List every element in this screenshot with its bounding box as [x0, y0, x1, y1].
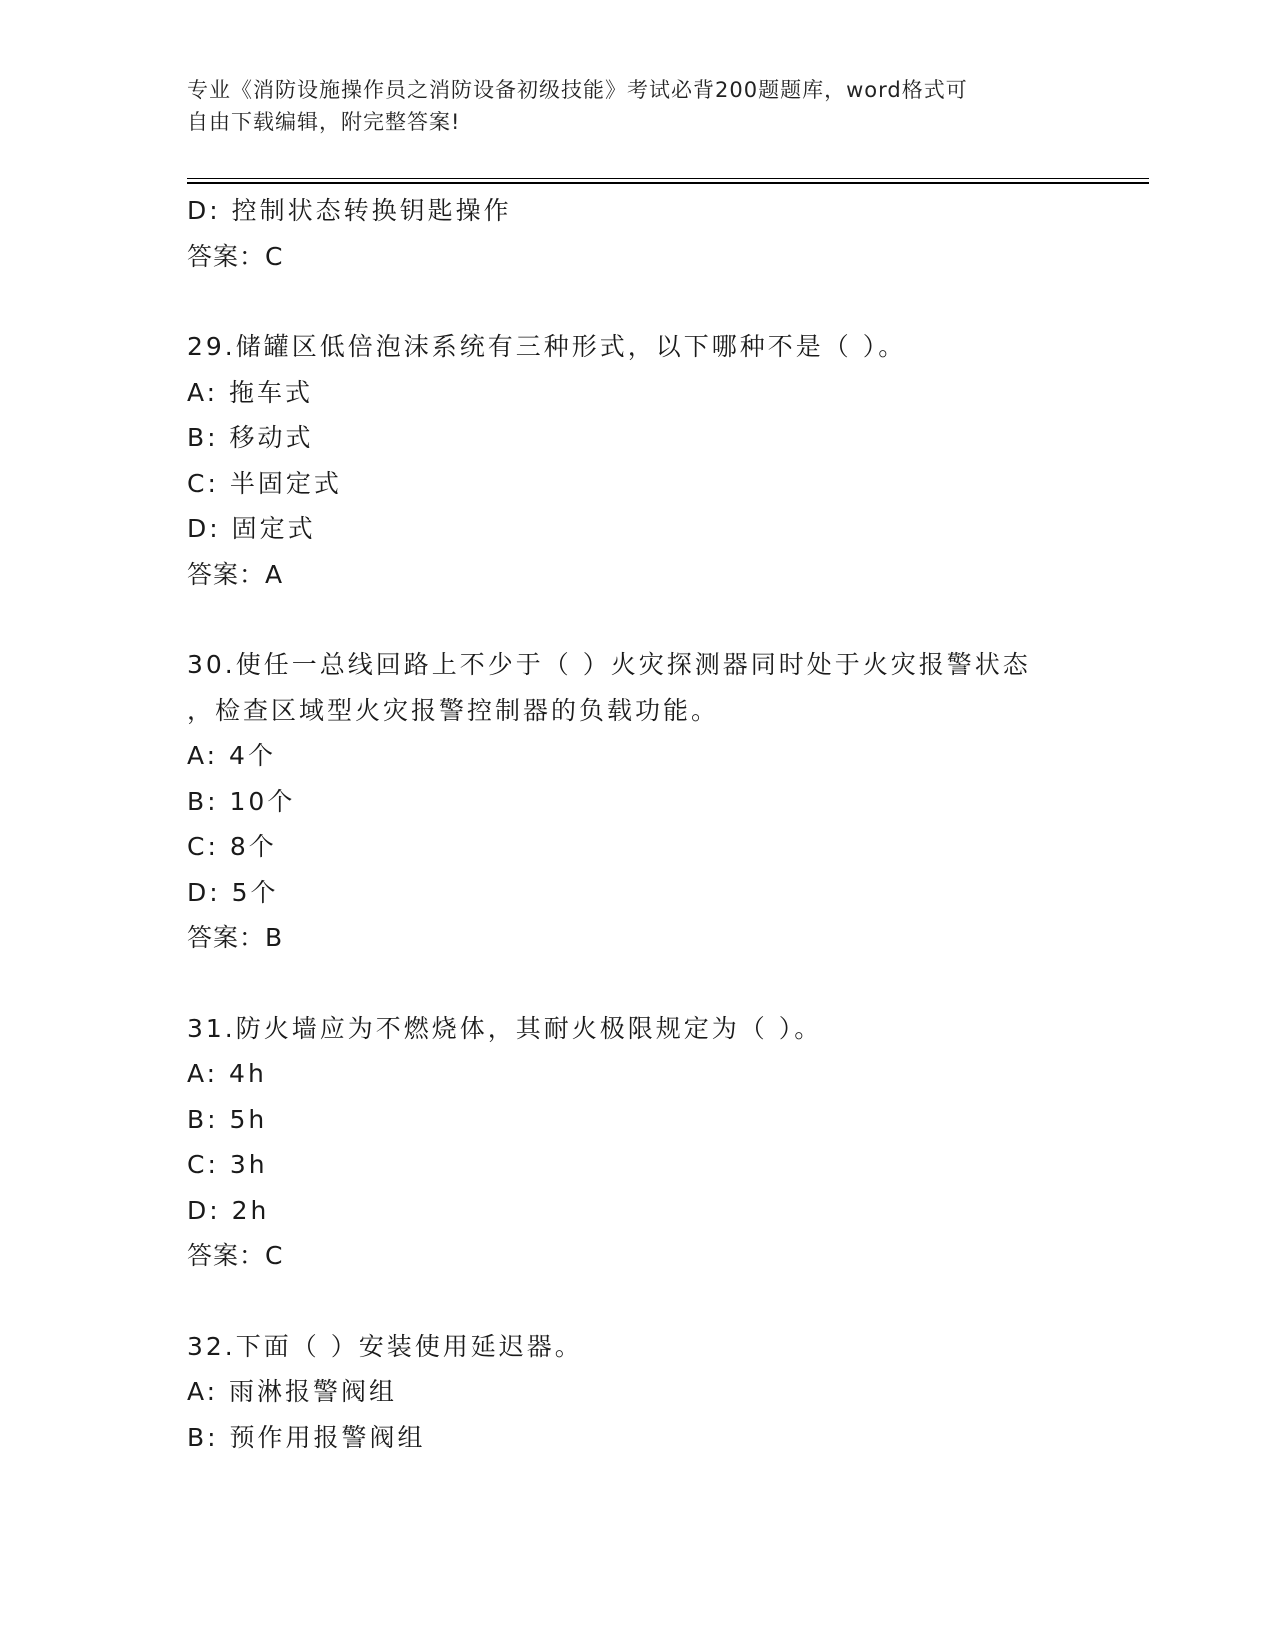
- option-a: A: 拖车式: [187, 377, 314, 407]
- question-stem: 29.储罐区低倍泡沫系统有三种形式，以下哪种不是（ ）。: [187, 332, 907, 361]
- option-d: D: 控制状态转换钥匙操作: [187, 196, 512, 225]
- header-line-2: 自由下载编辑，附完整答案!: [187, 110, 461, 134]
- answer-line: 答案：B: [187, 923, 284, 952]
- option-b: B: 10个: [187, 786, 296, 816]
- question-29: [187, 324, 1087, 597]
- question-31: [187, 1006, 1087, 1279]
- option-b: B: 预作用报警阀组: [187, 1422, 426, 1452]
- header-divider-thick: [187, 182, 1149, 184]
- spacer: [187, 961, 1087, 1006]
- option-c: C: 3h: [187, 1150, 268, 1179]
- question-stem: 30.使任一总线回路上不少于（ ）火灾探测器同时处于火灾报警状态: [187, 650, 1031, 679]
- option-d: D: 固定式: [187, 514, 316, 543]
- answer-line: 答案：A: [187, 559, 284, 589]
- option-d: D: 2h: [187, 1195, 270, 1225]
- option-b: B: 5h: [187, 1104, 268, 1134]
- question-30: [187, 642, 1087, 961]
- question-stem-continued: ，检查区域型火灾报警控制器的负载功能。: [187, 695, 720, 725]
- question-list: [187, 188, 1087, 1460]
- spacer: [187, 279, 1087, 324]
- option-a: A: 雨淋报警阀组: [187, 1377, 398, 1406]
- answer-line: 答案：C: [187, 1241, 284, 1270]
- question-stem: 31.防火墙应为不燃烧体，其耐火极限规定为（ ）。: [187, 1013, 823, 1043]
- question-stem: 32.下面（ ）安装使用延迟器。: [187, 1331, 583, 1361]
- option-c: C: 8个: [187, 832, 277, 861]
- option-d: D: 5个: [187, 877, 279, 907]
- spacer: [187, 597, 1087, 642]
- header-line-1: 专业《消防设施操作员之消防设备初级技能》考试必背200题题库，word格式可: [187, 78, 968, 102]
- document-header: [187, 74, 1067, 138]
- question-32: [187, 1324, 1087, 1461]
- header-divider-thin: [187, 178, 1149, 179]
- answer-line: 答案：C: [187, 241, 284, 271]
- option-b: B: 移动式: [187, 423, 314, 452]
- spacer: [187, 1279, 1087, 1324]
- option-c: C: 半固定式: [187, 468, 342, 498]
- option-a: A: 4个: [187, 741, 276, 770]
- option-a: A: 4h: [187, 1059, 267, 1088]
